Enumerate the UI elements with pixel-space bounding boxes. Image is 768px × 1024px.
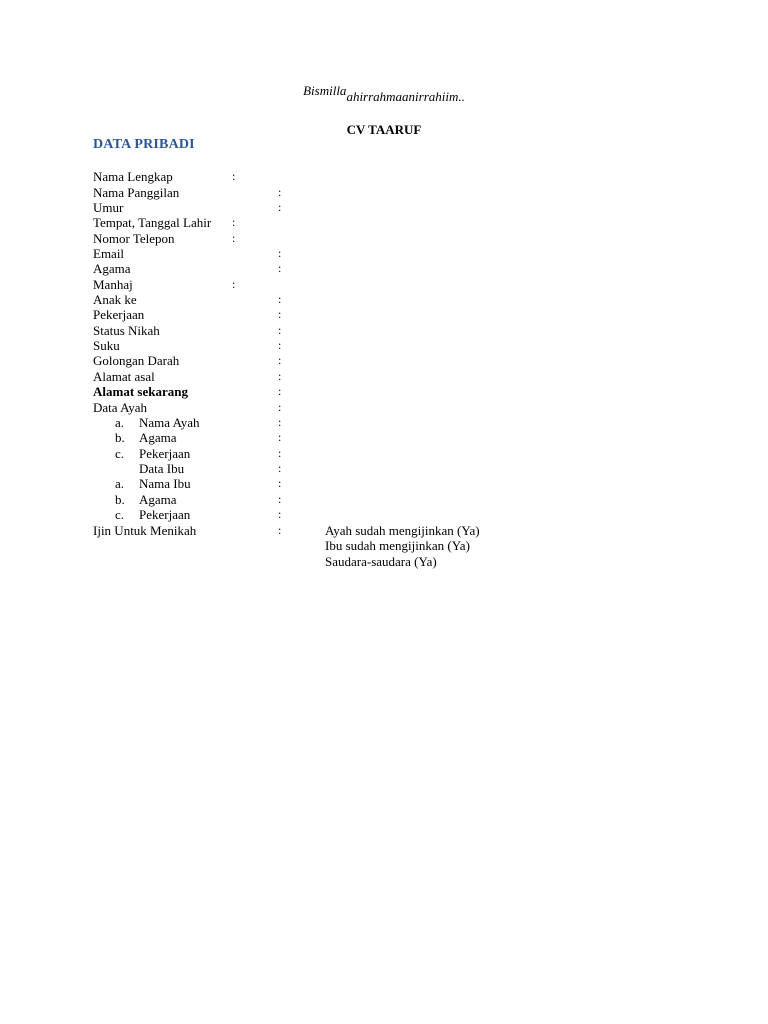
field-list-marker: c. [115,507,125,522]
field-colon: : [278,200,282,214]
field-colon: : [278,307,282,321]
ijin-answer-line: Ibu sudah mengijinkan (Ya) [325,538,470,553]
field-colon: : [278,430,282,444]
field-label: Umur [93,200,124,215]
field-label: Manhaj [93,277,133,292]
field-label: Nama Lengkap [93,169,173,184]
field-colon: : [278,185,282,199]
basmalah-part-1: Bismilla [303,83,347,98]
field-list-marker: a. [115,415,125,430]
field-colon: : [232,231,236,245]
field-label: Tempat, Tanggal Lahir [93,215,212,230]
field-list-marker: a. [115,476,125,491]
field-colon: : [278,353,282,367]
field-colon: : [232,277,236,291]
field-colon: : [232,215,236,229]
field-label: Golongan Darah [93,353,180,368]
field-label: Agama [93,261,131,276]
field-label: Suku [93,338,120,353]
field-label: Nama Ayah [139,415,200,430]
field-label: Status Nikah [93,323,160,338]
field-label: Anak ke [93,292,137,307]
field-colon: : [232,169,236,183]
field-label: Ijin Untuk Menikah [93,523,197,538]
field-label: Pekerjaan [139,507,191,522]
field-colon: : [278,415,282,429]
field-colon: : [278,369,282,383]
field-list-marker: b. [115,430,125,445]
field-colon: : [278,507,282,521]
document-title: CV TAARUF [346,122,422,137]
field-list-marker: c. [115,446,125,461]
field-label: Nama Ibu [139,476,191,491]
field-colon: : [278,523,282,537]
field-label: Alamat sekarang [93,384,188,399]
field-label: Nama Panggilan [93,185,180,200]
ijin-answer-line: Saudara-saudara (Ya) [325,554,437,569]
field-label: Alamat asal [93,369,155,384]
field-colon: : [278,476,282,490]
field-colon: : [278,446,282,460]
field-colon: : [278,400,282,414]
field-label: Pekerjaan [139,446,191,461]
field-label: Email [93,246,125,261]
field-label: Agama [139,430,177,445]
field-colon: : [278,246,282,260]
field-list-marker: b. [115,492,125,507]
field-label: Data Ibu [139,461,185,476]
basmalah-heading [0,83,768,104]
field-colon: : [278,461,282,475]
field-label: Data Ayah [93,400,148,415]
field-colon: : [278,292,282,306]
field-label: Agama [139,492,177,507]
section-heading-data-pribadi: DATA PRIBADI [93,137,195,152]
ijin-answer-line: Ayah sudah mengijinkan (Ya) [325,523,480,538]
field-colon: : [278,261,282,275]
field-colon: : [278,384,282,398]
field-label: Pekerjaan [93,307,145,322]
field-colon: : [278,338,282,352]
basmalah-part-2: ahirrahmaanirrahiim.. [346,89,465,104]
field-colon: : [278,492,282,506]
field-label: Nomor Telepon [93,231,175,246]
field-colon: : [278,323,282,337]
